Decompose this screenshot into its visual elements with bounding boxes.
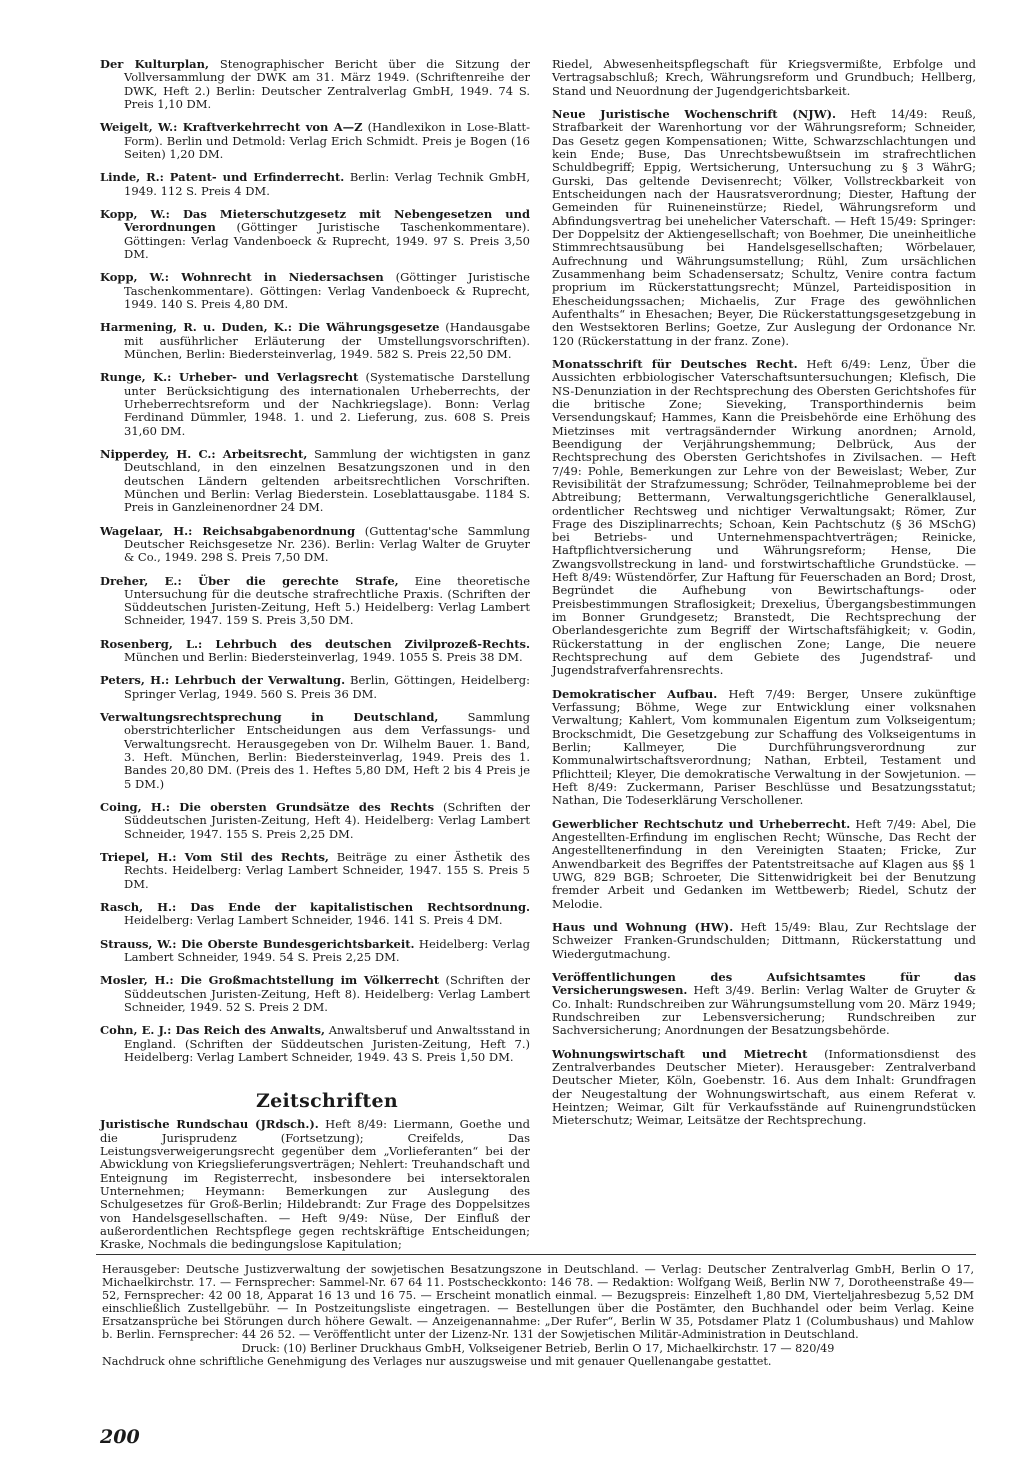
entry-text: Heft 7/49: Abel, Die Angestellten-Erfindung im englischen Recht; Wünsche, Das Recht der Angestelltenerfindung in den Vereinigten Staaten; Fricke, Zur Anwendbarkeit des Begriffes der Patentstreitsache auf Klagen aus §§ 1 UWG, 829 BGB; Schroeter, Die Sittenwidrigkeit bei der Benutzung fremder Arbeit und Gedanken im Wettbewerb; Riedel, Schutz der Melodie. [552,816,977,911]
continuation-text: Riedel, Abwesenheitspflegschaft für Kriegsvermißte, Erbfolge und Vertragsabschluß; Krech, Währungsreform und Grundbuch; Hellberg, Stand und Neuordnung der Jugendgerichtsbarkeit. [552,57,976,98]
entry-head: Kopp, W.: Das Mieterschutzgesetz mit Nebengesetzen und Verordnungen [100,206,530,235]
page-number: 200 [100,1426,140,1448]
entry-head: Peters, H.: Lehrbuch der Verwaltung. [100,673,346,688]
entry-text: (Informationsdienst des Zentralverbandes Deutscher Mieter). Herausgeber: Zentralverband Deutscher Mieter, Köln, Goebenstr. 16. Aus dem Inhalt: Grundfragen der Neugestaltung der Wohnungswirtschaft, aus einem Referat v. Heintzen; Weimar, Gilt für Verkaufsstände auf Ruinengrundstücken Mieterschutz; Weimar, Leitsätze der Rechtsprechung. [552,1046,976,1128]
entry-text: Heidelberg: Verlag Lambert Schneider, 1946. 141 S. Preis 4 DM. [124,913,503,928]
entry-text: Heft 7/49: Berger, Unsere zukünftige Verfassung; Böhme, Wege zur Entwicklung einer volksnahen Verwaltung; Kahlert, Vom kommunalen Eigentum zum Volkseigentum; Brockschmidt, Die Gesetzgebung zur Schaffung des Volkseigentums in Berlin; Kallmeyer, Die Durchführungsverordnung zur Kommunalwirtschaftsverordnung; Nathan, Erbteil, Testament und Pflichtteil; Kleyer, Die demokratische Verwaltung in der Sowjetunion. — Heft 8/49: Zuckermann, Pariser Beschlüsse und Besatzungsstatut; Nathan, Die Todeserklärung Verschollener. [552,686,977,808]
book-entry [100,851,530,891]
entry-text: Berlin, Göttingen, Heidelberg: Springer Verlag, 1949. 560 S. Preis 36 DM. [124,673,530,701]
entry-head: Kopp, W.: Wohnrecht in Niedersachsen [100,270,384,285]
entry-head: Coing, H.: Die obersten Grundsätze des Rechts [100,800,435,815]
imprint [102,1263,974,1368]
entry-head: Demokratischer Aufbau. [552,686,718,701]
entry-text: (Handlexikon in Lose-Blatt-Form). Berlin und Detmold: Verlag Erich Schmidt. Preis je Bogen (16 Seiten) 1,20 DM. [124,120,531,161]
entry-text: (Schriften der Süddeutschen Juristen-Zeitung, Heft 4). Heidelberg: Verlag Lambert Schneider, 1947. 155 S. Preis 2,25 DM. [124,800,531,841]
entry-head: Der Kulturplan, [100,57,209,71]
entry-text: Heidelberg: Verlag Lambert Schneider, 1949. 54 S. Preis 2,25 DM. [124,936,530,965]
imprint-divider [96,1254,976,1255]
entry-head: Rasch, H.: Das Ende der kapitalistischen Rechtsordnung. [100,900,530,915]
entry-head: Runge, K.: Urheber- und Verlagsrecht [100,370,359,385]
entry-text: München und Berlin: Biedersteinverlag, 1949. 1055 S. Preis 38 DM. [124,650,523,665]
left-column [100,58,530,1262]
entry-head: Dreher, E.: Über die gerechte Strafe, [100,573,399,588]
entry-head: Nipperdey, H. C.: Arbeitsrecht, [100,446,308,461]
book-list [100,58,530,1064]
book-entry [100,575,530,628]
book-entry [100,58,530,111]
entry-text: (Göttinger Juristische Taschenkommentare). Göttingen: Verlag Vandenboeck & Ruprecht, 1949. 140 S. Preis 4,80 DM. [124,270,530,311]
book-entry [100,974,530,1014]
book-entry [100,1024,530,1064]
entry-text: (Systematische Darstellung unter Berücksichtigung des internationalen Urheberrechts, der Urheberrechtsreform und der Nachkriegslage). Bonn: Verlag Ferdinand Dümmler, 1948. 1. und 2. Lieferung, zus. 608 S. Preis 31,60 DM. [124,370,530,438]
entry-text: Berlin: Verlag Technik GmbH, 1949. 112 S. Preis 4 DM. [124,170,530,198]
book-entry [100,938,530,965]
journal-entry [552,688,976,808]
right-column [552,58,976,1138]
entry-head: Veröffentlichungen des Aufsichtsamtes für das Versicherungswesen. [552,970,976,998]
book-entry [100,801,530,841]
journal-entry [552,358,976,678]
imprint-printer: Druck: (10) Berliner Druckhaus GmbH, Volkseigener Betrieb, Berlin O 17, Michaelkirchstr. 17 — 820/49 [241,1341,835,1355]
imprint-reprint-notice: Nachdruck ohne schriftliche Genehmigung des Verlages nur auszugsweise und mit genauer Quellenangabe gestattet. [102,1354,772,1368]
entry-head: Wohnungswirtschaft und Mietrecht [552,1046,808,1061]
entry-head: Wagelaar, H.: Reichsabgabenordnung [100,523,356,538]
entry-head: Rosenberg, L.: Lehrbuch des deutschen Zivilprozeß-Rechts. [100,636,530,651]
entry-text: Sammlung der wichtigsten in ganz Deutschland, in den einzelnen Besatzungszonen und in den deutschen Ländern geltenden arbeitsrechtlichen Vorschriften. München und Berlin: Verlag Biederstein. Loseblattausgabe. 1184 S. Preis in Ganzleinenordner 24 DM. [124,446,530,515]
entry-head: Linde, R.: Patent- und Erfinderrecht. [100,170,345,185]
entry-head: Harmening, R. u. Duden, K.: Die Währungsgesetze [100,320,440,335]
entry-text: Eine theoretische Untersuchung für die deutsche strafrechtliche Praxis. (Schriften der Süddeutschen Juristen-Zeitung, Heft 5.) Heidelberg: Verlag Lambert Schneider, 1947. 159 S. Preis 3,50 DM. [124,573,530,628]
journal-entry [552,818,976,911]
entry-text: Anwaltsberuf und Anwaltsstand in England. (Schriften der Süddeutschen Juristen-Zeitung, Heft 7.) Heidelberg: Verlag Lambert Schneider, 1949. 43 S. Preis 1,50 DM. [124,1023,530,1065]
entry-text: (Guttentag'sche Sammlung Deutscher Reichsgesetze Nr. 236). Berlin: Verlag Walter de Gruyter & Co., 1949. 298 S. Preis 7,50 DM. [124,523,530,565]
book-entry [100,638,530,665]
entry-text: Heft 8/49: Liermann, Goethe und die Jurisprudenz (Fortsetzung); Creifelds, Das Leistungsverweigerungsrecht gegenüber dem „Vorlieferanten“ bei der Abwicklung von Kriegslieferungsverträgen; Nehlert: Treuhandschaft und Enteignung im Registerrecht, insbesondere bei intersektoralen Unternehmen; Heymann: Bemerkungen zur Auslegung des Schulgesetzes für Groß-Berlin; Hildebrandt: Zur Frage des Doppelsitzes von Handelsgesellschaften. — Heft 9/49: Nüse, Der Einfluß der außerordentlichen Rechtspflege gegen rechtskräftige Entscheidungen; Kraske, Nochmals die bedingungslose Kapitulation; [100,1117,530,1252]
entry-head: Juristische Rundschau (JRdsch.). [100,1117,319,1132]
journal-entry [552,108,976,348]
book-entry [100,711,530,791]
book-entry [100,674,530,701]
entry-head: Verwaltungsrechtsprechung in Deutschland, [100,710,439,725]
entry-head: Mosler, H.: Die Großmachtstellung im Völkerrecht [100,973,440,988]
book-entry [100,271,530,311]
entry-head: Haus und Wohnung (HW). [552,920,734,935]
book-entry [100,371,530,438]
entry-head: Cohn, E. J.: Das Reich des Anwalts, [100,1023,325,1038]
entry-head: Strauss, W.: Die Oberste Bundesgerichtsbarkeit. [100,936,415,951]
entry-head: Weigelt, W.: Kraftverkehrrecht von A—Z [100,120,363,135]
entry-head: Neue Juristische Wochenschrift (NJW). [552,106,837,121]
entry-text: Heft 3/49. Berlin: Verlag Walter de Gruyter & Co. Inhalt: Rundschreiben zur Währungsumstellung vom 20. März 1949; Rundschreiben zur Lebensversicherung; Rundschreiben zur Sachversicherung; Anordnungen der Besatzungsbehörde. [552,983,976,1038]
book-entry [100,321,530,361]
book-entry [100,171,530,198]
entry-text: Sammlung oberstrichterlicher Entscheidungen aus dem Verfassungs- und Verwaltungsrecht. Herausgegeben von Dr. Wilhelm Bauer. 1. Band, 3. Heft. München, Berlin: Biedersteinverlag, 1949. Preis des 1. Bandes 20,80 DM. (Preis des 1. Heftes 5,80 DM, Heft 2 bis 4 Preis je 5 DM.) [124,710,530,791]
journal-entry [100,1118,530,1251]
entry-text: (Schriften der Süddeutschen Juristen-Zeitung, Heft 8). Heidelberg: Verlag Lambert Schneider, 1949. 52 S. Preis 2 DM. [124,973,531,1015]
section-title-zeitschriften: Zeitschriften [255,1090,398,1113]
imprint-publisher: Herausgeber: Deutsche Justizverwaltung der sowjetischen Besatzungszone in Deutschland. — Verlag: Deutscher Zentralverlag GmbH, Berlin O 17, Michaelkirchstr. 17. — Fernsprecher: Sammel-Nr. 67 64 11. Postscheckkonto: 146 78. — Redaktion: Wolfgang Weiß, Berlin NW 7, Dorotheenstraße 49—52, Fernsprecher: 42 00 18, Apparat 16 13 und 16 75. — Erscheint monatlich einmal. — Bezugspreis: Einzelheft 1,80 DM, Vierteljahresbezug 5,52 DM einschließlich Zustellgebühr. — In Postzeitungsliste eingetragen. — Bestellungen über die Postämter, den Buchhandel oder beim Verlag. Keine Ersatzansprüche bei Störungen durch höhere Gewalt. — Anzeigenannahme: „Der Rufer“, Berlin W 35, Potsdamer Platz 1 (Columbushaus) und Mahlow b. Berlin. Fernsprecher: 44 26 52. — Veröffentlicht unter der Lizenz-Nr. 131 der Sowjetischen Militär-Administration in Deutschland. [102,1263,974,1342]
entry-head: Triepel, H.: Vom Stil des Rechts, [100,850,329,865]
journal-entry [552,971,976,1038]
book-entry [100,901,530,928]
book-entry [100,208,530,261]
entry-text: (Handausgabe mit ausführlicher Erläuterung der Umstellungsvorschriften). München, Berlin: Biedersteinverlag, 1949. 582 S. Preis 22,50 DM. [124,320,530,361]
book-entry [100,121,530,161]
entry-text: Heft 14/49: Reuß, Strafbarkeit der Warenhortung vor der Währungsreform; Schneider, Das Gesetz gegen Kompensationen; Witte, Schwarzschlachtungen und kein Ende; Buse, Das Unrechtsbewußtsein im strafrechtlichen Schuldbegriff; Eppig, Wertsicherung, Untersuchung zu § 3 WährG; Gurski, Das geltende Devisenrecht; Völker, Vollstreckbarkeit von Entscheidungen nach der Hausratsverordnung; Diester, Haftung der Gemeinden für Ruineneinstürze; Riedel, Währungsreform und Abfindungsvertrag bei unehelicher Vaterschaft. — Heft 15/49: Springer: Der Doppelsitz der Aktiengesellschaft; von Boehmer, Die uneinheitliche Stimmrechtsausübung bei Handelsgesellschaften; Wörbelauer, Aufrechnung und Währungsumstellung; Rühl, Zum ursächlichen Zusammenhang beim Schadensersatz; Schultz, Venire contra factum proprium im Rückerstattungsrecht; Münzel, Parteidisposition in Ehescheidungssachen; Michaelis, Zur Frage des gewöhnlichen Aufenthalts“ in Ehesachen; Beyer, Die Rückerstattungsgesetzgebung in den Westsektoren Berlins; Goetze, Zur Auslegung der Ordonance Nr. 120 (Rückerstattung in der franz. Zone). [552,106,976,348]
entry-text: (Göttinger Juristische Taschenkommentare). Göttingen: Verlag Vandenboeck & Ruprecht, 1949. 97 S. Preis 3,50 DM. [124,220,530,261]
entry-text: Heft 6/49: Lenz, Über die Aussichten erbbiologischer Vaterschaftsuntersuchungen; Klefisch, Die NS-Denunziation in der Rechtsprechung des Obersten Gerichtshofes für die britische Zone; Sieveking, Transporthindernis beim Versendungskauf; Hammes, Kann die Preisbehörde eine Erhöhung des Mietzinses mit vertragsändernder Wirkung anordnen; Arnold, Beendigung der Verjährungshemmung; Delbrück, Aus der Rechtsprechung des Obersten Gerichtshofes in Zivilsachen. — Heft 7/49: Pohle, Bemerkungen zur Lehre von der Beweislast; Weber, Zur Revisibilität der Strafzumessung; Schröder, Teilnahmeprobleme bei der Abtreibung; Bettermann, Verwaltungsgerichtliche Generalklausel, ordentlicher Rechtsweg und nichtiger Verwaltungsakt; Römer, Zur Frage des Disziplinarrechts; Schoan, Kein Pachtschutz (§ 36 MSchG) bei Betriebs- und Unternehmenspachtverträgen; Reinicke, Haftpflichtversicherung und Währungsreform; Hense, Die Zwangsvollstreckung in land- und forstwirtschaftliche Grundstücke. — Heft 8/49: Wüstendörfer, Zur Haftung für Feuerschaden an Bord; Drost, Begründet die Aufhebung von Bewirtschaftungs- oder Preisbestimmungen Straflosigkeit; Drexelius, Übergangsbestimmungen im Bonner Grundgesetz; Branstedt, Die Rechtsprechung der Oberlandesgerichte zum Begriff der Wirtschaftsfähigkeit; v. Godin, Rückerstattung in der englischen Zone; Lange, Die neuere Rechtsprechung auf dem Gebiete des Jugendstraf- und Jugendstrafverfahrensrechts. [552,356,976,678]
entry-text: Heft 15/49: Blau, Zur Rechtslage der Schweizer Franken-Grundschulden; Dittmann, Rückerstattung und Wiedergutmachung. [552,920,976,961]
entry-head: Monatsschrift für Deutsches Recht. [552,356,798,371]
journal-entry [552,1048,976,1128]
entry-text: Stenographischer Bericht über die Sitzung der Vollversammlung der DWK am 31. März 1949. (Schriftenreihe der DWK, Heft 2.) Berlin: Deutscher Zentralverlag GmbH, 1949. 74 S. Preis 1,10 DM. [124,57,530,111]
book-entry [100,448,530,515]
journal-entry [552,921,976,961]
entry-head: Gewerblicher Rechtschutz und Urheberrecht. [552,816,851,831]
entry-text: Beiträge zu einer Ästhetik des Rechts. Heidelberg: Verlag Lambert Schneider, 1947. 155 S. Preis 5 DM. [124,850,531,891]
book-entry [100,525,530,565]
